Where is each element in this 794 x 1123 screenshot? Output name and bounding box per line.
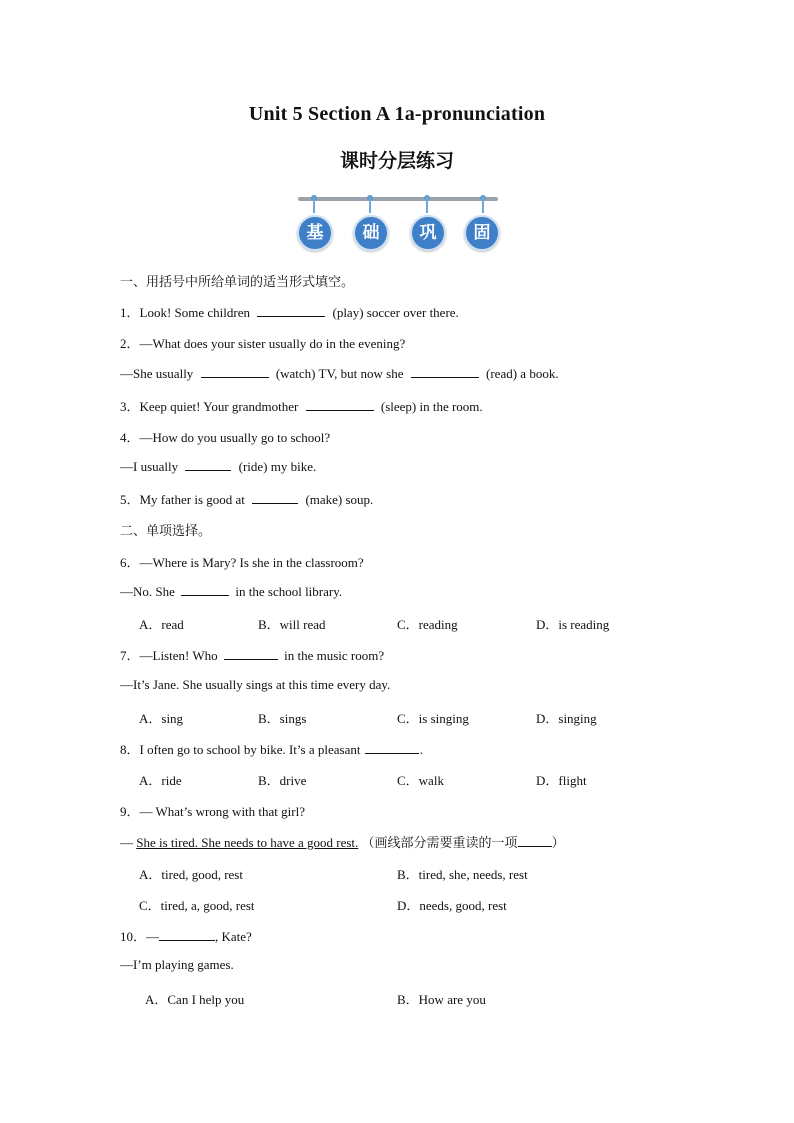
q2-blank-2[interactable] <box>411 365 479 378</box>
question-8-line1: 8．I often go to school by bike. It’s a pleasant . <box>120 742 423 757</box>
q10-text-a: 10．— <box>120 929 160 944</box>
badge-chu: 础 <box>353 215 389 251</box>
q7-text-b: in the music room? <box>284 648 385 663</box>
q8-option-a[interactable]: A．ride <box>139 773 182 788</box>
q8-option-b[interactable]: B．drive <box>258 773 307 788</box>
question-6-line2 <box>120 583 342 600</box>
section-banner <box>296 193 500 253</box>
q8-text: 8．I often go to school by bike. It’s a pleasant <box>120 742 361 757</box>
question-10-line1 <box>120 926 252 945</box>
q7-option-b[interactable]: B．sings <box>258 711 307 726</box>
question-2-prompt: 2．—What does your sister usually do in the evening? <box>120 336 406 351</box>
q6-option-a[interactable]: A．read <box>139 617 184 632</box>
banner-tick <box>369 197 371 213</box>
question-7-line2: —It’s Jane. She usually sings at this time every day. <box>120 677 391 692</box>
q9-dash: — <box>120 835 133 850</box>
q7-text-a: 7．—Listen! Who <box>120 648 218 663</box>
q9-option-d[interactable]: D．needs, good, rest <box>397 898 507 913</box>
q2-text-c: (read) a book. <box>486 366 559 381</box>
badge-ji: 基 <box>297 215 333 251</box>
section1-heading: 一、用括号中所给单词的适当形式填空。 <box>120 275 355 290</box>
q9-close-paren: ） <box>551 836 565 851</box>
question-4-prompt: 4．—How do you usually go to school? <box>120 430 331 445</box>
q9-option-c[interactable]: C．tired, a, good, rest <box>139 898 255 913</box>
banner-tick <box>426 197 428 213</box>
badge-gu: 固 <box>464 215 500 251</box>
q1-text-b: (play) soccer over there. <box>332 305 459 320</box>
question-5 <box>120 489 373 508</box>
question-9-line2 <box>120 832 565 851</box>
q8-option-c[interactable]: C．walk <box>397 773 444 788</box>
question-10-line2: —I’m playing games. <box>120 957 234 972</box>
q9-underlined-sentence: She is tired. She needs to have a good rest. <box>136 835 359 850</box>
q5-text-b: (make) soup. <box>305 492 374 507</box>
q7-option-a[interactable]: A．sing <box>139 711 184 726</box>
q9-option-a[interactable]: A．tired, good, rest <box>139 867 243 882</box>
q2-text-b: (watch) TV, but now she <box>275 366 404 381</box>
q7-blank[interactable] <box>224 647 278 660</box>
q3-blank[interactable] <box>306 398 374 411</box>
q2-blank-1[interactable] <box>201 365 269 378</box>
q1-blank[interactable] <box>257 304 325 317</box>
question-7-line1 <box>120 645 384 664</box>
page-subtitle: 课时分层练习 <box>339 150 454 172</box>
q4-blank[interactable] <box>185 458 231 471</box>
page-title: Unit 5 Section A 1a-pronunciation <box>248 103 546 125</box>
q9-option-b[interactable]: B．tired, she, needs, rest <box>397 867 528 882</box>
q4-text-a: —I usually <box>120 459 179 474</box>
q10-text-b: , Kate? <box>215 929 252 944</box>
q3-text-a: 3．Keep quiet! Your grandmother <box>120 399 299 414</box>
question-6-line1: 6．—Where is Mary? Is she in the classroom? <box>120 555 364 570</box>
q6-blank[interactable] <box>181 583 229 596</box>
q9-blank[interactable] <box>518 834 552 847</box>
question-3 <box>120 396 483 415</box>
q8-option-d[interactable]: D．flight <box>536 773 587 788</box>
q2-text-a: —She usually <box>120 366 194 381</box>
banner-tick <box>313 197 315 213</box>
q9-instruction: （画线部分需要重读的一项 <box>361 836 518 851</box>
badge-gong: 巩 <box>410 215 446 251</box>
q5-text-a: 5．My father is good at <box>120 492 245 507</box>
banner-tick <box>482 197 484 213</box>
q4-text-b: (ride) my bike. <box>238 459 317 474</box>
question-1 <box>120 302 459 321</box>
question-2-answer <box>120 365 559 382</box>
q8-blank[interactable] <box>365 741 419 754</box>
q6-option-b[interactable]: B．will read <box>258 617 326 632</box>
question-4-answer <box>120 458 316 475</box>
q3-text-b: (sleep) in the room. <box>380 399 483 414</box>
q6-text-a: —No. She <box>120 584 175 599</box>
q10-blank[interactable] <box>159 928 215 941</box>
q6-option-c[interactable]: C．reading <box>397 617 458 632</box>
q7-option-c[interactable]: C．is singing <box>397 711 469 726</box>
q6-option-d[interactable]: D．is reading <box>536 617 610 632</box>
q10-option-b[interactable]: B．How are you <box>397 992 486 1007</box>
q5-blank[interactable] <box>252 491 298 504</box>
q1-text-a: 1．Look! Some children <box>120 305 250 320</box>
question-9-line1: 9．— What’s wrong with that girl? <box>120 804 305 819</box>
q7-option-d[interactable]: D．singing <box>536 711 597 726</box>
q10-option-a[interactable]: A．Can I help you <box>145 992 245 1007</box>
section2-heading: 二、单项选择。 <box>120 524 212 539</box>
banner-bar <box>298 197 498 201</box>
q6-text-b: in the school library. <box>235 584 343 599</box>
